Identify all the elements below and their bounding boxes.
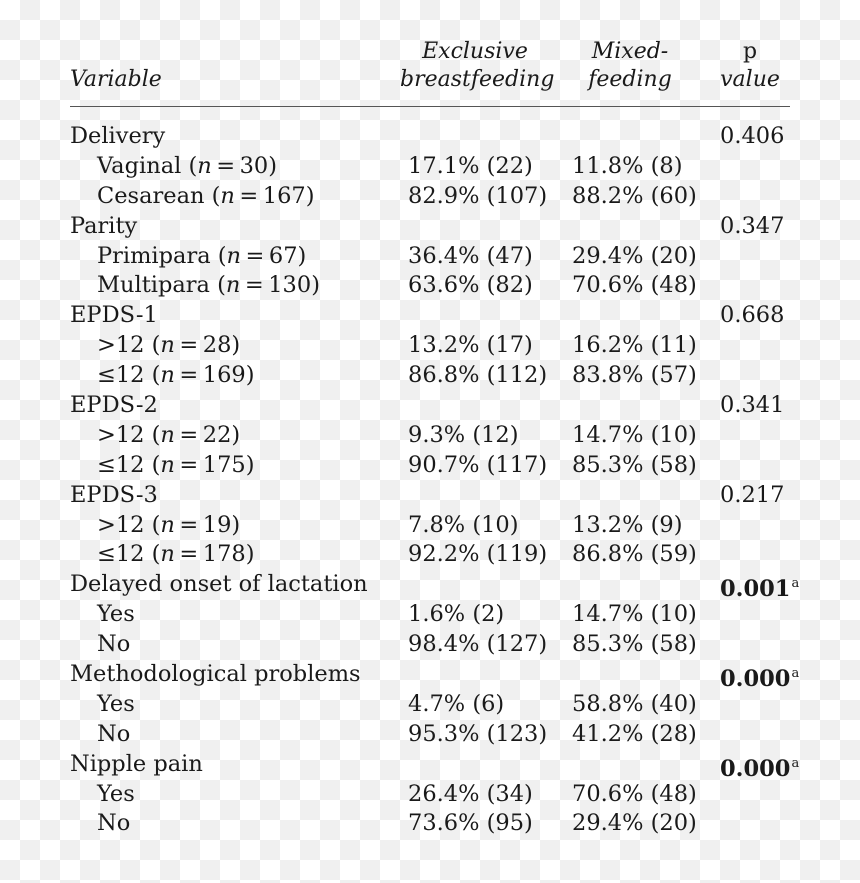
mixed-feeding-value: 85.3% (58)	[572, 451, 697, 478]
close-paren: )	[245, 541, 255, 568]
p-value	[720, 300, 784, 330]
table-body	[70, 107, 800, 838]
n-symbol: n	[160, 421, 175, 448]
exclusive-breastfeeding-value: 17.1% (22)	[408, 152, 533, 179]
table-row	[70, 420, 790, 450]
close-paren: )	[245, 362, 255, 389]
row-label	[70, 480, 158, 510]
p-value-text: 0.000	[720, 755, 791, 782]
p-value-text: 0.001	[720, 576, 791, 603]
table-group-row	[70, 390, 790, 420]
p-value-text: 0.000	[720, 666, 791, 693]
table-row	[70, 689, 790, 719]
row-label-text: Vaginal (	[97, 152, 198, 179]
row-label	[97, 779, 135, 809]
row-label-text: Cesarean (	[97, 182, 221, 209]
close-paren: )	[245, 451, 255, 478]
row-label-text: Methodological problems	[70, 661, 361, 688]
table-row	[70, 270, 790, 300]
row-label	[70, 121, 165, 151]
n-symbol: n	[197, 152, 212, 179]
exclusive-breastfeeding-value: 9.3% (12)	[408, 421, 519, 448]
table-header	[70, 34, 790, 107]
close-paren: )	[311, 272, 320, 299]
row-label-text: EPDS-1	[70, 302, 158, 329]
header-exclusive-line2: breastfeeding	[400, 67, 555, 92]
n-symbol: n	[220, 182, 235, 209]
table-group-row	[70, 569, 800, 603]
mixed-feeding-value: 85.3% (58)	[572, 631, 697, 658]
p-value-text: 0.217	[720, 481, 785, 508]
table-row	[70, 599, 790, 629]
equals-sign: =	[174, 421, 203, 448]
equals-sign: =	[174, 511, 203, 538]
row-label-text: Nipple pain	[70, 750, 203, 777]
table-row	[70, 629, 790, 659]
mixed-feeding-value: 70.6% (48)	[572, 780, 697, 807]
row-label	[97, 151, 277, 181]
row-label-text: Multipara (	[97, 272, 226, 299]
p-value-text: 0.341	[720, 392, 785, 419]
n-value: 28	[202, 332, 232, 359]
mixed-feeding-value: 70.6% (48)	[572, 272, 697, 299]
p-value-footnote-marker: a	[791, 576, 800, 592]
row-label	[70, 569, 368, 599]
p-value-footnote-marker: a	[791, 755, 800, 771]
row-label	[97, 181, 314, 211]
p-value	[720, 211, 784, 241]
mixed-feeding-value: 11.8% (8)	[572, 152, 683, 179]
header-variable: Variable	[70, 67, 162, 92]
n-symbol: n	[160, 541, 175, 568]
equals-sign: =	[174, 541, 203, 568]
n-symbol: n	[160, 332, 175, 359]
row-label-text: ≤12 (	[97, 362, 161, 389]
exclusive-breastfeeding-value: 1.6% (2)	[408, 601, 505, 628]
header-mixed-line2: feeding	[588, 67, 672, 92]
row-label-text: Primipara (	[97, 242, 227, 269]
exclusive-breastfeeding-value: 95.3% (123)	[408, 720, 548, 747]
row-label	[97, 808, 130, 838]
n-value: 22	[202, 421, 232, 448]
mixed-feeding-value: 41.2% (28)	[572, 720, 697, 747]
mixed-feeding-value: 58.8% (40)	[572, 690, 697, 717]
exclusive-breastfeeding-value: 73.6% (95)	[408, 810, 533, 837]
close-paren: )	[268, 152, 277, 179]
p-value-text: 0.347	[720, 212, 785, 239]
mixed-feeding-value: 83.8% (57)	[572, 362, 697, 389]
n-value: 19	[202, 511, 232, 538]
row-label-text: >12 (	[97, 332, 161, 359]
row-label-text: EPDS-2	[70, 392, 158, 419]
p-value-text: 0.406	[720, 123, 785, 149]
n-value: 130	[268, 272, 312, 299]
p-value	[720, 121, 784, 151]
equals-sign: =	[240, 272, 269, 299]
row-label-text: Delayed onset of lactation	[70, 571, 368, 598]
n-value: 67	[268, 242, 298, 269]
n-symbol: n	[160, 511, 175, 538]
header-exclusive-line1: Exclusive	[422, 39, 528, 64]
row-label-text: Yes	[97, 690, 135, 717]
p-value	[720, 390, 784, 420]
table-row	[70, 510, 790, 540]
row-label-text: No	[97, 810, 131, 837]
close-paren: )	[231, 332, 241, 359]
close-paren: )	[305, 182, 315, 209]
table-row	[70, 241, 790, 271]
p-value-footnote-marker: a	[791, 666, 800, 682]
equals-sign: =	[174, 362, 203, 389]
mixed-feeding-value: 14.7% (10)	[572, 421, 697, 448]
header-mixed-line1: Mixed-	[591, 39, 669, 64]
exclusive-breastfeeding-value: 4.7% (6)	[408, 690, 505, 717]
mixed-feeding-value: 13.2% (9)	[572, 511, 683, 538]
row-label	[97, 241, 306, 271]
table-group-row	[70, 480, 790, 510]
row-label-text: ≤12 (	[97, 451, 161, 478]
table-group-row	[70, 211, 790, 241]
table-row	[70, 450, 790, 480]
exclusive-breastfeeding-value: 7.8% (10)	[408, 511, 519, 538]
table-group-row	[70, 659, 800, 693]
row-label	[97, 270, 320, 300]
row-label-text: No	[97, 720, 131, 747]
row-label-text: >12 (	[97, 511, 161, 538]
row-label-text: Yes	[97, 780, 135, 807]
table-row	[70, 181, 790, 211]
header-p-line2: value	[720, 67, 780, 92]
row-label	[70, 659, 361, 689]
equals-sign: =	[234, 182, 263, 209]
table-group-row	[70, 121, 790, 151]
row-label-text: >12 (	[97, 421, 161, 448]
close-paren: )	[231, 421, 241, 448]
equals-sign: =	[174, 451, 203, 478]
row-label	[97, 330, 240, 360]
header-exclusive-breastfeeding	[400, 38, 555, 94]
mixed-feeding-value: 86.8% (59)	[572, 541, 697, 568]
table-row	[70, 330, 790, 360]
row-label	[97, 599, 135, 629]
table-row	[70, 360, 790, 390]
equals-sign: =	[241, 242, 269, 269]
n-symbol: n	[226, 242, 242, 269]
exclusive-breastfeeding-value: 98.4% (127)	[408, 631, 548, 658]
table-row	[70, 719, 790, 749]
mixed-feeding-value: 16.2% (11)	[572, 332, 697, 359]
table-row	[70, 151, 790, 181]
equals-sign: =	[211, 152, 240, 179]
data-table	[70, 34, 800, 838]
table-row	[70, 808, 790, 838]
n-value: 169	[202, 362, 246, 389]
row-label	[97, 450, 255, 480]
table-row	[70, 539, 790, 569]
n-value: 30	[239, 152, 269, 179]
p-value-text: 0.668	[720, 302, 785, 329]
exclusive-breastfeeding-value: 26.4% (34)	[408, 780, 533, 807]
n-value: 178	[202, 541, 246, 568]
row-label	[97, 360, 255, 390]
row-label	[97, 510, 240, 540]
n-symbol: n	[225, 272, 241, 299]
header-p-line1: p	[742, 39, 758, 64]
row-label	[70, 300, 158, 330]
table-group-row	[70, 300, 790, 330]
table-group-row	[70, 749, 800, 782]
row-label	[97, 689, 135, 719]
exclusive-breastfeeding-value: 82.9% (107)	[408, 182, 548, 209]
row-label-text: No	[97, 631, 131, 658]
row-label	[97, 629, 130, 659]
exclusive-breastfeeding-value: 90.7% (117)	[408, 451, 548, 478]
exclusive-breastfeeding-value: 86.8% (112)	[408, 362, 548, 389]
row-label-text: Yes	[97, 601, 135, 628]
mixed-feeding-value: 29.4% (20)	[572, 810, 697, 837]
row-label	[70, 211, 137, 241]
row-label-text: Delivery	[70, 123, 166, 149]
exclusive-breastfeeding-value: 13.2% (17)	[408, 332, 533, 359]
row-label	[97, 420, 240, 450]
equals-sign: =	[174, 332, 203, 359]
n-value: 175	[202, 451, 246, 478]
n-value: 167	[262, 182, 306, 209]
row-label	[97, 539, 255, 569]
n-symbol: n	[160, 362, 175, 389]
header-p-value	[710, 38, 790, 94]
exclusive-breastfeeding-value: 63.6% (82)	[408, 272, 533, 299]
table-row	[70, 779, 790, 809]
row-label	[70, 749, 203, 779]
row-label	[70, 390, 158, 420]
mixed-feeding-value: 29.4% (20)	[572, 242, 697, 269]
row-label-text: EPDS-3	[70, 481, 158, 508]
header-mixed-feeding	[570, 38, 690, 94]
mixed-feeding-value: 88.2% (60)	[572, 182, 697, 209]
p-value	[720, 480, 784, 510]
row-label-text: Parity	[70, 212, 138, 239]
exclusive-breastfeeding-value: 36.4% (47)	[408, 242, 533, 269]
row-label	[97, 719, 130, 749]
close-paren: )	[297, 242, 307, 269]
close-paren: )	[231, 511, 241, 538]
n-symbol: n	[160, 451, 175, 478]
row-label-text: ≤12 (	[97, 541, 161, 568]
exclusive-breastfeeding-value: 92.2% (119)	[408, 541, 548, 568]
mixed-feeding-value: 14.7% (10)	[572, 601, 697, 628]
